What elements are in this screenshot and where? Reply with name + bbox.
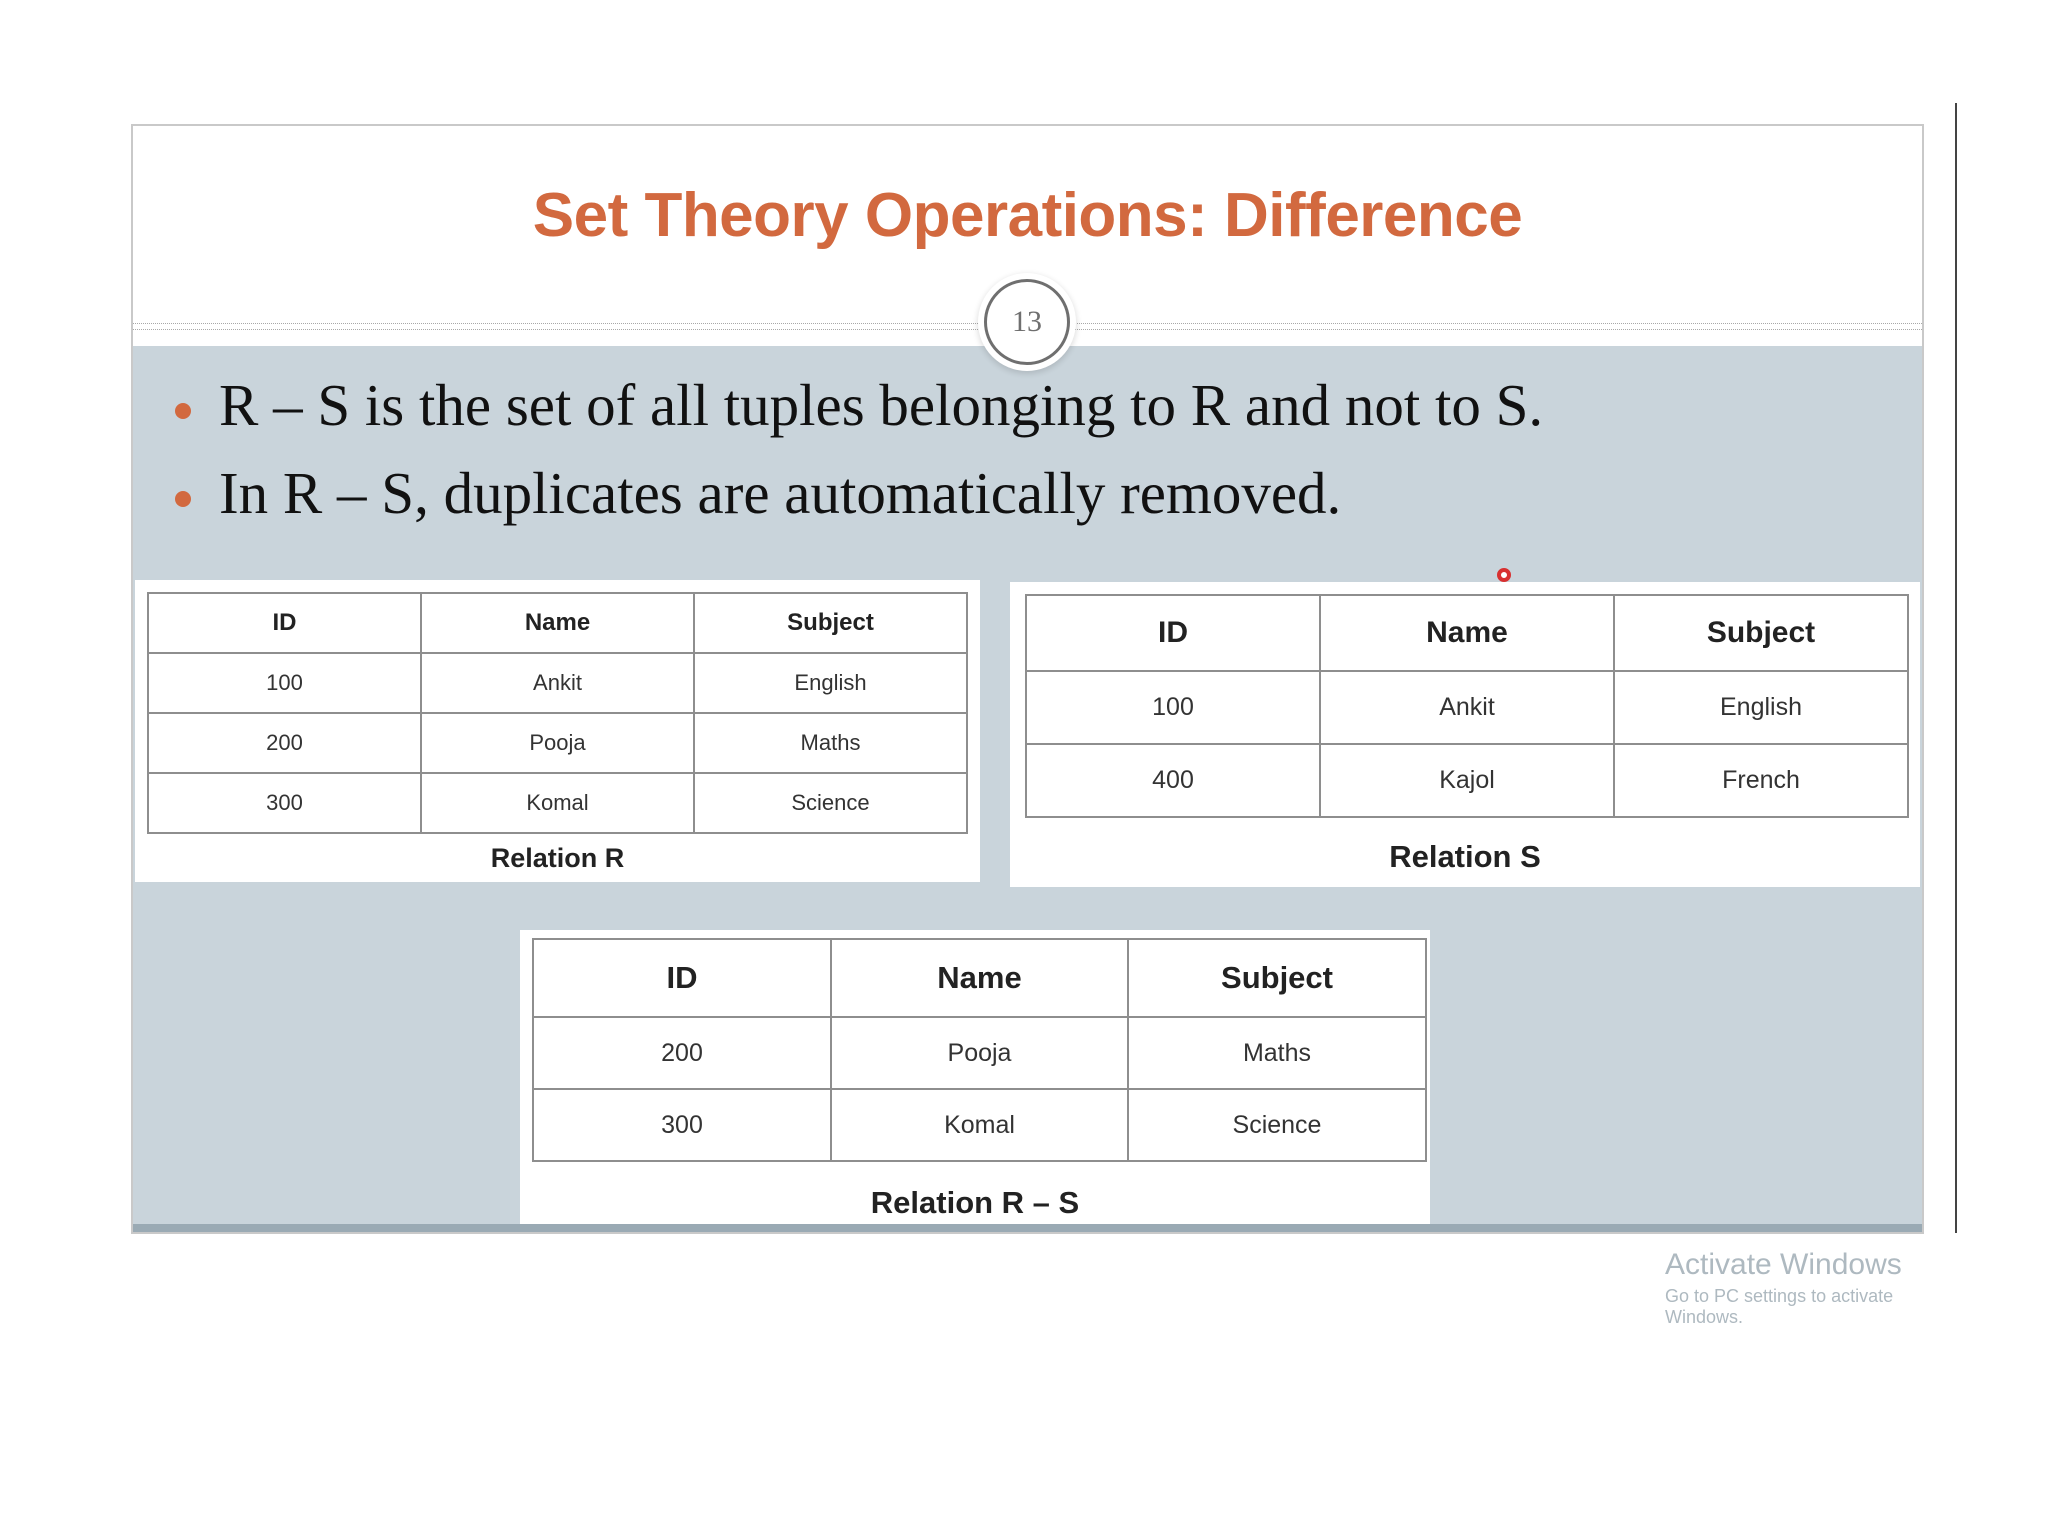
table-cell: Pooja: [831, 1017, 1128, 1089]
table-cell: 200: [533, 1017, 831, 1089]
bullet-text: R – S is the set of all tuples belonging to R and not to S.: [219, 372, 1544, 438]
table-row: [148, 713, 967, 773]
table-cell: 100: [1026, 671, 1320, 744]
table-cell: Maths: [694, 713, 967, 773]
page-number-badge: 13: [984, 279, 1070, 365]
table-row: [533, 1089, 1426, 1161]
table-row: [148, 773, 967, 833]
bullet-item: [175, 459, 1875, 547]
relation-s-caption: Relation S: [1389, 839, 1541, 874]
table-cell: Ankit: [1320, 671, 1614, 744]
activation-watermark: [1665, 1248, 1922, 1328]
bullet-dot-icon: [175, 491, 191, 507]
bullet-dot-icon: [175, 403, 191, 419]
table-cell: Science: [1128, 1089, 1426, 1161]
column-header: Name: [421, 593, 694, 653]
relation-r-minus-s-caption: Relation R – S: [870, 1185, 1080, 1220]
table-cell: Komal: [831, 1089, 1128, 1161]
relation-s-table: [1025, 594, 1909, 818]
bullet-text: In R – S, duplicates are automatically removed.: [219, 460, 1342, 526]
table-cell: English: [1614, 671, 1908, 744]
watermark-title: Activate Windows: [1665, 1248, 1902, 1281]
table-cell: Maths: [1128, 1017, 1426, 1089]
relation-r-caption: Relation R: [490, 843, 625, 873]
bullet-item: [175, 371, 1875, 459]
column-header: Name: [1320, 595, 1614, 671]
column-header: Subject: [1614, 595, 1908, 671]
table-row: [148, 653, 967, 713]
table-cell: English: [694, 653, 967, 713]
table-cell: 200: [148, 713, 421, 773]
table-cell: Ankit: [421, 653, 694, 713]
table-cell: Pooja: [421, 713, 694, 773]
column-header: Subject: [1128, 939, 1426, 1017]
relation-r-table: [147, 592, 968, 834]
relation-r-minus-s-panel: [520, 930, 1430, 1230]
presentation-slide: [131, 124, 1924, 1327]
table-row: [1026, 671, 1908, 744]
relation-r-minus-s-table: [532, 938, 1427, 1162]
slide-bottom-bar: [133, 1224, 1922, 1232]
table-row: [533, 1017, 1426, 1089]
column-header: ID: [148, 593, 421, 653]
table-row: [1026, 744, 1908, 817]
column-header: Name: [831, 939, 1128, 1017]
column-header: ID: [533, 939, 831, 1017]
window-edge: [1955, 103, 1957, 1233]
bullet-list: [175, 371, 1875, 547]
table-cell: 300: [148, 773, 421, 833]
relation-s-panel: [1010, 582, 1920, 887]
table-cell: 300: [533, 1089, 831, 1161]
pointer-cursor-icon: [1497, 568, 1511, 582]
table-cell: Komal: [421, 773, 694, 833]
table-cell: Science: [694, 773, 967, 833]
column-header: ID: [1026, 595, 1320, 671]
column-header: Subject: [694, 593, 967, 653]
table-cell: 400: [1026, 744, 1320, 817]
table-cell: Kajol: [1320, 744, 1614, 817]
table-cell: 100: [148, 653, 421, 713]
slide-title: Set Theory Operations: Difference: [532, 181, 1523, 250]
relation-r-panel: [135, 580, 980, 882]
watermark-subtitle: Go to PC settings to activate Windows.: [1665, 1286, 1894, 1327]
table-cell: French: [1614, 744, 1908, 817]
